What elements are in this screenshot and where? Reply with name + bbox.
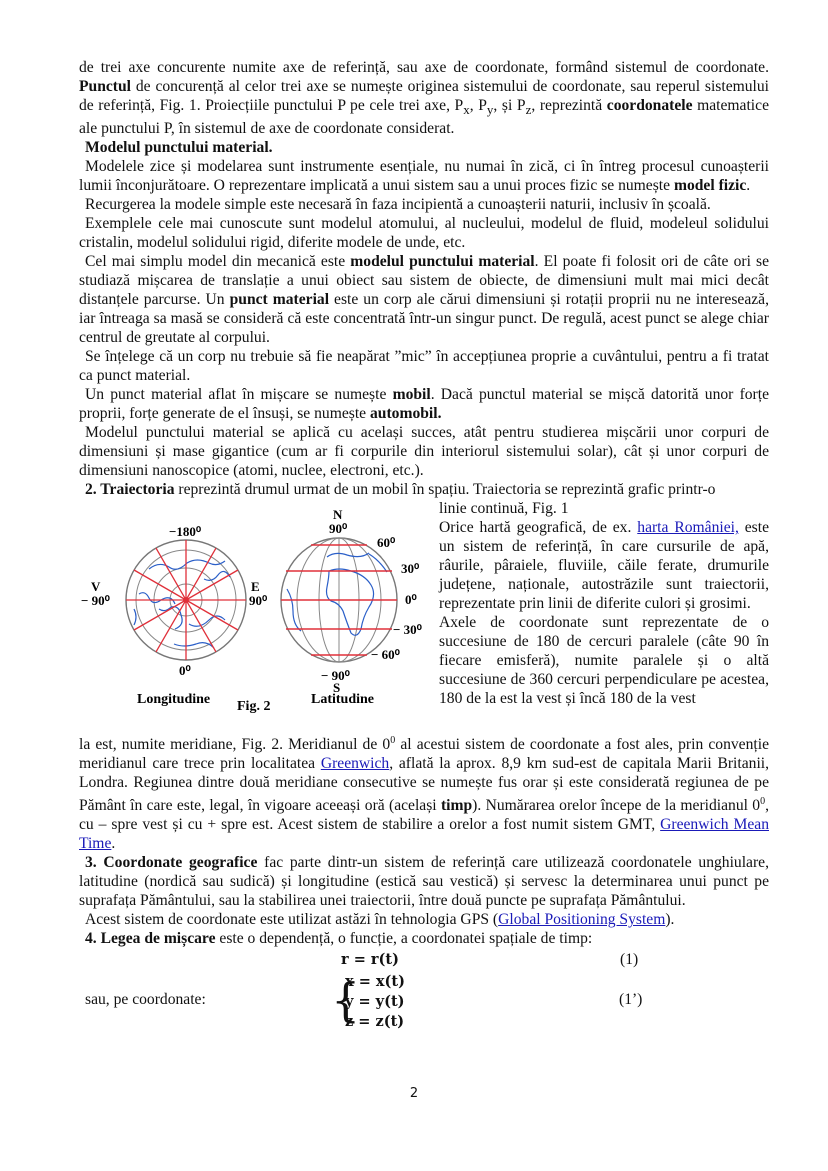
document-page [79, 58, 769, 1034]
link-harta-romaniei[interactable]: harta României, [637, 519, 739, 537]
lon-label-east-letter: E [251, 579, 260, 595]
paragraph-material-point: Cel mai simplu model din mecanică este modelul punctului material. El poate fi folosit ori de câte ori se studiază mișcarea de translație a unui obiect sau sistem de obiecte, de dimensiuni mult mai mici decât distanțele parcurse. Un punct material este un corp ale cărui dimensiuni și rotații proprii nu ne interesează, iar întreaga sa masă se consideră că este concentrată într-un singur punct. De regulă, acest punct se alege chiar centrul de greutate al corpului. [79, 253, 769, 347]
lat-label-30: 30⁰ [401, 561, 420, 577]
lon-coastlines [134, 560, 230, 648]
paragraph-application: Modelul punctului material se aplică cu același succes, atât pentru studierea mișcării unor corpuri de dimensiuni și mase gigantice (cum ar fi corpurile din interiorul sistemului solar), cât și unor corpuri de dimensiuni nanoscopice (atomi, nuclee, electroni, etc.). [79, 424, 769, 480]
paragraph-mobile: Un punct material aflat în mișcare se numește mobil. Dacă punctul material se mișcă datorită unor forțe proprii, forțe generate de el însuși, se numește automobil. [79, 386, 769, 423]
label-latitudine: Latitudine [311, 692, 375, 708]
lat-label-south-letter: S [333, 680, 341, 696]
equation-x: x = x(t) [345, 973, 405, 991]
paragraph-gps: Acest sistem de coordonate este utilizat astăzi în tehnologia GPS (Global Positioning System). [85, 911, 675, 929]
equation-1-number: (1) [620, 951, 639, 969]
page-number: 2 [409, 1086, 419, 1101]
paragraph-map: Orice hartă geografică, de ex. harta României, este un sistem de referință, în care cursurile de apă, râurile, pâraiele, fluviile, căile ferate, drumurile județene, naționale, autostrăzile sunt traiectorii, reprezentate prin linii de diferite culori și grosimi. [439, 519, 769, 613]
label-longitudine: Longitudine [137, 692, 211, 708]
equation-z: z = z(t) [345, 1013, 405, 1031]
lat-label-m30: − 30⁰ [393, 622, 422, 638]
lon-label-west: − 90⁰ [81, 593, 110, 609]
paragraph-meridians: la est, numite meridiane, Fig. 2. Meridianul de $0^0$ al acestui sistem de coordonate a fost ales, prin convenție meridianul care trece prin localitatea Greenwich, aflată la aprox. 8,9 km sud-est de capitala Marii Britanii, Londra. Regiunea dintre două meridiane consecutive se numește fus orar și este considerată regiunea de pe Pământ în care este, legal, în vigoare aceeași oră (același timp). Numărarea orelor începe de la meridianul $0^0$, cu – spre vest și cu + spre est. Acest sistem de stabilire a orelor a fost numit sistem GMT, Greenwich Mean Time. [79, 735, 770, 853]
paragraph-small-body: Se înțelege că un corp nu trebuie să fie neapărat ”mic” în accepțiunea proprie a cuvântului, pentru a fi tratat ca punct material. [79, 348, 769, 385]
link-gps[interactable]: Global Positioning System [498, 911, 666, 929]
globe-figure [79, 499, 439, 731]
lon-label-top: −180⁰ [169, 524, 202, 540]
equation-2-number: (1’) [619, 991, 643, 1009]
paragraph-models: Modelele zice și modelarea sunt instrumente esențiale, nu numai în zică, ci în întreg procesul cunoașterii lumii înconjurătoare. O reprezentare implicată a unui sistem sau a unui proces fizic se numește model fizic. [79, 158, 769, 195]
paragraph-coordinates: de trei axe concurente numite axe de referință, sau axe de coordonate, formând sistemul de coordonate. Punctul de concurență al celor trei axe se numește originea sistemului de coordonate, sau reperul sistemului de referință, Fig. 1. Proiecțiile punctului P pe cele trei axe, $P_x$, $P_y$, și $P_z$, reprezintă coordonatele matematice ale punctului P, în sistemul de axe de coordonate considerat. [79, 59, 769, 138]
link-greenwich[interactable]: Greenwich [320, 755, 390, 773]
lat-label-m60: − 60⁰ [371, 647, 400, 663]
link-greenwich-mean-time[interactable]: Greenwich Mean Time [79, 816, 769, 853]
latitude-globe [281, 538, 397, 662]
lon-label-east: 90⁰ [249, 593, 268, 609]
lon-label-west-letter: V [91, 579, 101, 595]
paragraph-geographic-coordinates: 3. Coordonate geografice fac parte dintr-un sistem de referință care utilizează coordonatele unghiulare, latitudine (nordică sau sudică) și longitudine (estică sau vestică) și servesc la determinarea unui punct pe suprafața Pământului, sau la stabilirea unei traiectorii, între două puncte pe suprafața Pământului. [79, 854, 769, 910]
section-trajectory-heading: 2. Traiectoria reprezintă drumul urmat de un mobil în spațiu. Traiectoria se reprezintă grafic printr-o [85, 481, 716, 499]
lat-label-m90: − 90⁰ [321, 668, 350, 684]
lat-coastlines [287, 553, 387, 635]
brace: { [331, 973, 361, 1028]
figure-caption: Fig. 2 [237, 699, 271, 715]
lon-label-bottom: 0⁰ [179, 663, 191, 679]
coordinates-label: sau, pe coordonate: [85, 991, 206, 1009]
equation-y: y = y(t) [345, 993, 405, 1011]
lat-label-90: 90⁰ [329, 521, 348, 537]
equation-1: r = r(t) [341, 951, 399, 969]
paragraph-simple-models: Recurgerea la modele simple este necesară în faza incipientă a cunoașterii naturii, inclusiv în școală. [85, 196, 711, 214]
equations-block [79, 948, 769, 1034]
paragraph-law-of-motion: 4. Legea de mișcare este o dependență, o funcție, a coordonatei spațiale de timp: [85, 930, 593, 948]
lon-pole-dot [183, 597, 189, 603]
lat-label-60: 60⁰ [377, 535, 396, 551]
lat-label-0: 0⁰ [405, 592, 417, 608]
heading-model: Modelul punctului material. [85, 139, 273, 157]
figure-2 [79, 499, 439, 731]
paragraph-axes: Axele de coordonate sunt reprezentate de o succesiune de 180 de cercuri paralele (câte 90 în fiecare emisferă), numite paralele și o altă succesiune de 360 cercuri perpendiculare pe acestea, 180 de la est la vest și încă 180 de la vest [439, 614, 769, 708]
trajectory-line-continuation: linie continuă, Fig. 1 [439, 500, 569, 518]
paragraph-examples: Exemplele cele mai cunoscute sunt modelul atomului, al nucleului, modelul de fluid, modeleul solidului cristalin, modelul solidului rigid, diferite modele de unde, etc. [79, 215, 769, 252]
lat-label-north-letter: N [333, 507, 343, 523]
longitude-globe [126, 540, 246, 660]
